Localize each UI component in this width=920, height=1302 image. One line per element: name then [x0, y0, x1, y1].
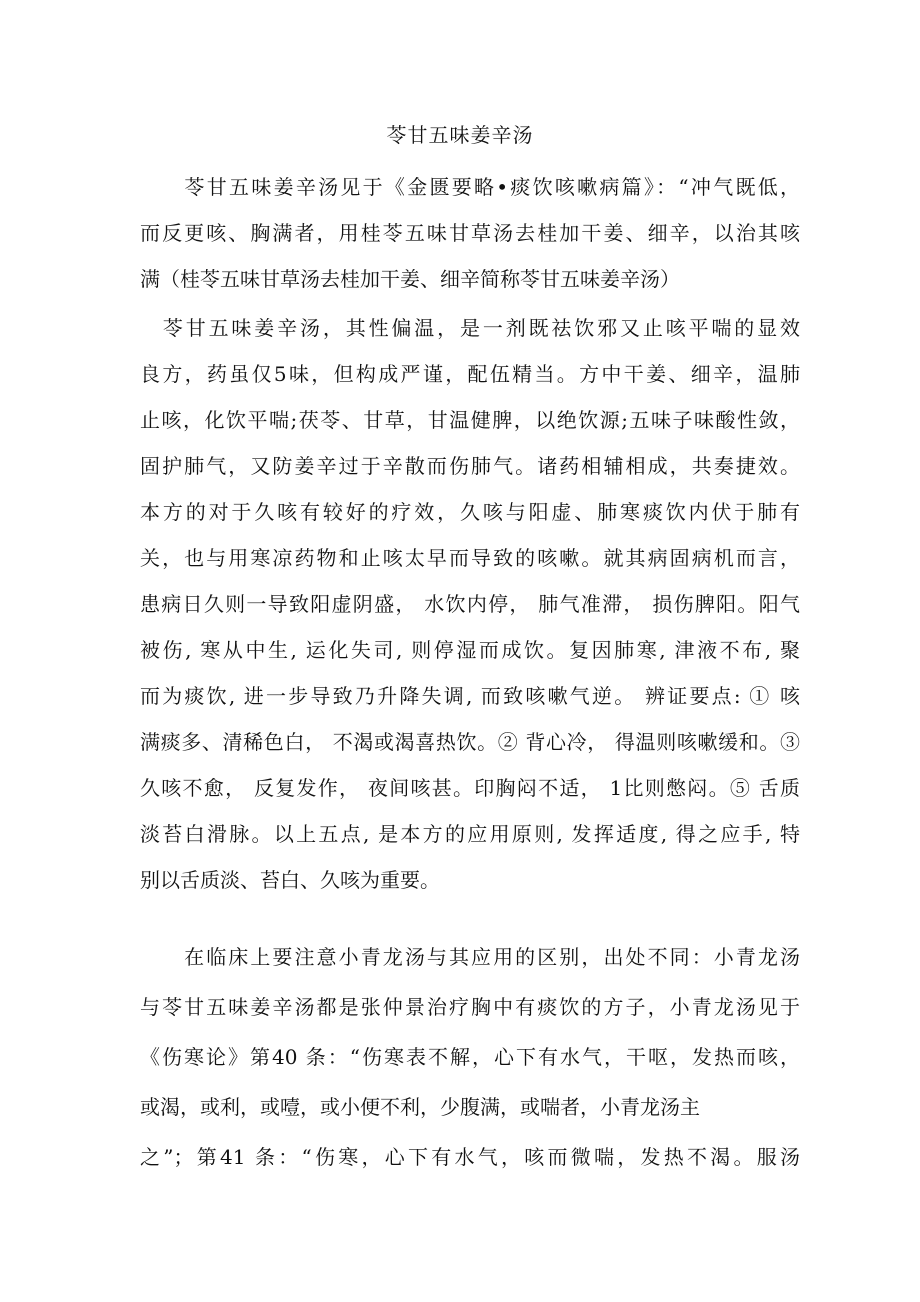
paragraph-2-line-12: 淡苔白滑脉。以上五点, 是本方的应用原则, 发挥适度, 得之应手, 特 [140, 822, 800, 846]
document-title: 苓甘五味姜辛汤 [386, 123, 534, 147]
paragraph-3-line-5: 之”；第41 条：“伤寒，心下有水气，咳而微喘，发热不渴。服汤 [140, 1145, 800, 1169]
paragraph-2-line-3: 止咳，化饮平喘;茯苓、甘草，甘温健脾，以绝饮源;五味子味酸性敛， [140, 408, 800, 432]
paragraph-2-line-8: 被伤, 寒从中生, 运化失司, 则停湿而成饮。复因肺寒, 津液不布, 聚 [140, 638, 800, 662]
paragraph-3-line-3: 《伤寒论》第40 条：“伤寒表不解，心下有水气，干呕，发热而咳， [140, 1045, 800, 1069]
paragraph-2-line-7: 患病日久则一导致阳虚阴盛， 水饮内停， 肺气准滞， 损伤脾阳。阳气 [140, 592, 800, 616]
paragraph-1-line-3: 满（桂苓五味甘草汤去桂加干姜、细辛简称苓甘五味姜辛汤） [140, 267, 680, 291]
paragraph-2-line-1: 苓甘五味姜辛汤，其性偏温，是一剂既祛饮邪又止咳平喘的显效 [140, 316, 800, 340]
paragraph-2-line-6: 关，也与用寒凉药物和止咳太早而导致的咳嗽。就其病固病机而言， [140, 546, 800, 570]
paragraph-2-line-10: 满痰多、清稀色白， 不渴或渴喜热饮。② 背心冷， 得温则咳嗽缓和。③ [140, 730, 800, 754]
paragraph-2-line-13: 别以舌质淡、苔白、久咳为重要。 [140, 868, 440, 892]
paragraph-2-line-9: 而为痰饮, 进一步导致乃升降失调, 而致咳嗽气逆。 辨证要点: ① 咳 [140, 684, 800, 708]
paragraph-3-line-2: 与苓甘五味姜辛汤都是张仲景治疗胸中有痰饮的方子，小青龙汤见于 [140, 995, 800, 1019]
paragraph-3-line-1: 在临床上要注意小青龙汤与其应用的区别，出处不同：小青龙汤 [140, 945, 800, 969]
paragraph-2-line-4: 固护肺气，又防姜辛过于辛散而伤肺气。诸药相辅相成，共奏捷效。 [140, 454, 800, 478]
paragraph-2-line-11: 久咳不愈， 反复发作， 夜间咳甚。印胸闷不适， 1比则憋闷。⑤ 舌质 [140, 776, 800, 800]
paragraph-3-line-4: 或渴，或利，或噎，或小便不利，少腹满，或喘者，小青龙汤主 [140, 1095, 700, 1119]
paragraph-2-line-5: 本方的对于久咳有较好的疗效，久咳与阳虚、肺寒痰饮内伏于肺有 [140, 500, 800, 524]
paragraph-2-line-2: 良方，药虽仅5味，但构成严谨，配伍精当。方中干姜、细辛，温肺 [140, 362, 800, 386]
paragraph-1-line-1: 苓甘五味姜辛汤见于《金匮要略•痰饮咳嗽病篇》：“冲气既低， [140, 175, 800, 199]
paragraph-1-line-2: 而反更咳、胸满者，用桂苓五味甘草汤去桂加干姜、细辛，以治其咳 [140, 221, 800, 245]
